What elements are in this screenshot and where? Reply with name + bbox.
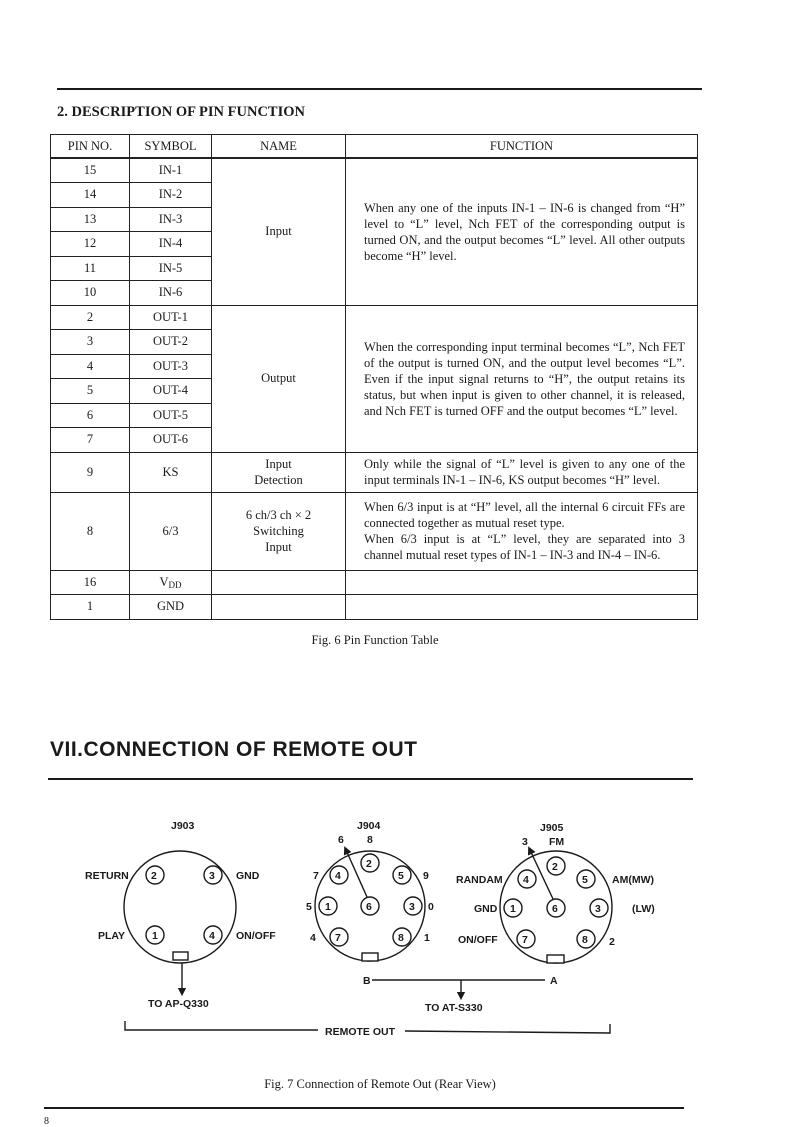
remote-out-label: REMOTE OUT [325, 1026, 395, 1038]
j905-label-am: AM(MW) [612, 874, 654, 886]
pin-cell: 4 [51, 354, 130, 379]
j905-pin-label: 8 [582, 934, 588, 946]
header-name: NAME [212, 135, 346, 159]
j905-outer-3: 3 [522, 836, 528, 848]
j904-label: J904 [357, 820, 381, 832]
j904-key [362, 953, 378, 961]
function-paragraph: When 6/3 input is at “L” level, they are separated into 3 channel mutual reset types of IN-1 – IN-3 and IN-4 – IN-6. [364, 532, 685, 562]
remote-out-bracket-right [405, 1024, 610, 1033]
name-line: Input [265, 457, 292, 471]
chapter-title: VII.CONNECTION OF REMOTE OUT [50, 738, 418, 761]
j905-pin-label: 2 [552, 861, 558, 873]
a-label: A [550, 975, 558, 987]
fig7-caption: Fig. 7 Connection of Remote Out (Rear View) [264, 1077, 496, 1091]
j903-label: J903 [171, 820, 195, 832]
j904-pin-label: 3 [409, 901, 415, 913]
name-line: Detection [254, 473, 303, 487]
pin-cell: 14 [51, 183, 130, 208]
j904-pin-label: 6 [366, 901, 372, 913]
j903-label-onoff: ON/OFF [236, 930, 276, 942]
symbol-cell: IN-2 [130, 183, 212, 208]
j903-key [173, 952, 188, 960]
j903-pin-label: 3 [209, 870, 215, 882]
name-cell [212, 492, 346, 570]
symbol-cell: OUT-4 [130, 379, 212, 404]
name-cell [212, 452, 346, 492]
j903-label-return: RETURN [85, 870, 129, 882]
pin-cell: 11 [51, 256, 130, 281]
table-row [51, 595, 698, 620]
chapter-rule [48, 778, 693, 780]
section-title: 2. DESCRIPTION OF PIN FUNCTION [57, 104, 305, 120]
j905-label-lw: (LW) [632, 903, 655, 915]
symbol-cell: IN-5 [130, 256, 212, 281]
table-row [51, 570, 698, 595]
name-line: Switching [253, 524, 304, 538]
function-paragraph: When 6/3 input is at “H” level, all the internal 6 circuit FFs are connected together as mutual reset type. [364, 500, 685, 530]
symbol-subscript: DD [168, 579, 182, 590]
symbol-cell: OUT-2 [130, 330, 212, 355]
pin-function-table [50, 134, 698, 620]
j905-label-fm: FM [549, 836, 565, 848]
j904-outer-6: 6 [338, 834, 344, 846]
pin-cell: 12 [51, 232, 130, 257]
bottom-rule [44, 1107, 684, 1109]
j904-pin-label: 4 [335, 870, 341, 882]
symbol-cell: KS [130, 452, 212, 492]
j904-pin-label: 5 [398, 870, 404, 882]
j904-outer-0: 0 [428, 901, 434, 913]
j903-label-play: PLAY [98, 930, 126, 942]
b-label: B [363, 975, 371, 987]
pin-cell: 7 [51, 428, 130, 453]
function-cell [346, 492, 698, 570]
remote-out-bracket-left [125, 1021, 318, 1030]
header-function: FUNCTION [346, 135, 698, 159]
pin-cell: 5 [51, 379, 130, 404]
table-row [51, 452, 698, 492]
j903-pin-label: 2 [151, 870, 157, 882]
j905-pin-label: 4 [523, 874, 529, 886]
j903-pin-label: 4 [209, 930, 215, 942]
function-cell: When the corresponding input terminal becomes “L”, Nch FET of the output is turned ON, and the output level becomes “L”. Even if the input signal returns to “H”, the output retains its status, but when input is given to other channel, it is released, and Nch FET is turned OFF and the output becomes “L” level. [346, 305, 698, 452]
j904-pin-label: 2 [366, 858, 372, 870]
top-rule [57, 88, 702, 90]
table-row [51, 158, 698, 183]
name-cell [212, 595, 346, 620]
name-cell: Output [212, 305, 346, 452]
pin-cell: 16 [51, 570, 130, 595]
j904-outer-4: 4 [310, 932, 316, 944]
symbol-cell: OUT-3 [130, 354, 212, 379]
remote-out-diagram [0, 800, 789, 1050]
name-line: Input [265, 540, 292, 554]
pin-cell: 1 [51, 595, 130, 620]
j905-key [547, 955, 564, 963]
j903-pin-label: 1 [152, 930, 158, 942]
j903-label-gnd: GND [236, 870, 260, 882]
pin-cell: 15 [51, 158, 130, 183]
page-number: 8 [44, 1116, 49, 1127]
j905-pin-label: 6 [552, 903, 558, 915]
symbol-cell: IN-4 [130, 232, 212, 257]
name-cell: Input [212, 158, 346, 305]
function-cell [346, 595, 698, 620]
j905-arrow [530, 850, 553, 899]
pin-cell: 2 [51, 305, 130, 330]
header-symbol: SYMBOL [130, 135, 212, 159]
name-line: 6 ch/3 ch × 2 [245, 508, 312, 522]
j905-pin-label: 5 [582, 874, 588, 886]
j905-label-onoff: ON/OFF [458, 934, 498, 946]
pin-cell: 13 [51, 207, 130, 232]
j905-pin-label: 7 [522, 934, 528, 946]
symbol-cell: OUT-1 [130, 305, 212, 330]
to-at-s330-label: TO AT-S330 [425, 1002, 483, 1014]
pin-cell: 10 [51, 281, 130, 306]
j904-pin-label: 8 [398, 932, 404, 944]
j904-outer-1: 1 [424, 932, 430, 944]
symbol-cell: OUT-6 [130, 428, 212, 453]
name-cell [212, 570, 346, 595]
function-cell [346, 570, 698, 595]
fig6-caption: Fig. 6 Pin Function Table [311, 633, 439, 647]
j905-outer-2: 2 [609, 936, 615, 948]
j905-label-gnd: GND [474, 903, 498, 915]
symbol-main: V [159, 574, 169, 589]
j904-outer-9: 9 [423, 870, 429, 882]
pin-cell: 8 [51, 492, 130, 570]
header-pin-no: PIN NO. [51, 135, 130, 159]
table-row [51, 305, 698, 330]
j904-outer-7: 7 [313, 870, 319, 882]
to-ap-q330-label: TO AP-Q330 [148, 998, 209, 1010]
j904-outer-5: 5 [306, 901, 312, 913]
j904-outer-8: 8 [367, 834, 373, 846]
j905-pin-label: 1 [510, 903, 516, 915]
symbol-cell [130, 570, 212, 595]
j904-pin-label: 7 [335, 932, 341, 944]
j905-label: J905 [540, 822, 564, 834]
pin-cell: 6 [51, 403, 130, 428]
function-cell: When any one of the inputs IN-1 – IN-6 is changed from “H” level to “L” level, Nch FET of the corresponding output is turned ON, and the output becomes “L” level. All other outputs become “H” level. [346, 158, 698, 305]
symbol-cell: IN-3 [130, 207, 212, 232]
table-row [51, 492, 698, 570]
j905-label-randam: RANDAM [456, 874, 503, 886]
j904-pin-label: 1 [325, 901, 331, 913]
pin-cell: 3 [51, 330, 130, 355]
table-header-row [51, 135, 698, 159]
symbol-cell: OUT-5 [130, 403, 212, 428]
pin-cell: 9 [51, 452, 130, 492]
symbol-cell: IN-6 [130, 281, 212, 306]
symbol-cell: IN-1 [130, 158, 212, 183]
j905-pin-label: 3 [595, 903, 601, 915]
function-cell: Only while the signal of “L” level is given to any one of the input terminals IN-1 – IN-6, KS output becomes “H” level. [346, 452, 698, 492]
symbol-cell: GND [130, 595, 212, 620]
symbol-cell: 6/3 [130, 492, 212, 570]
